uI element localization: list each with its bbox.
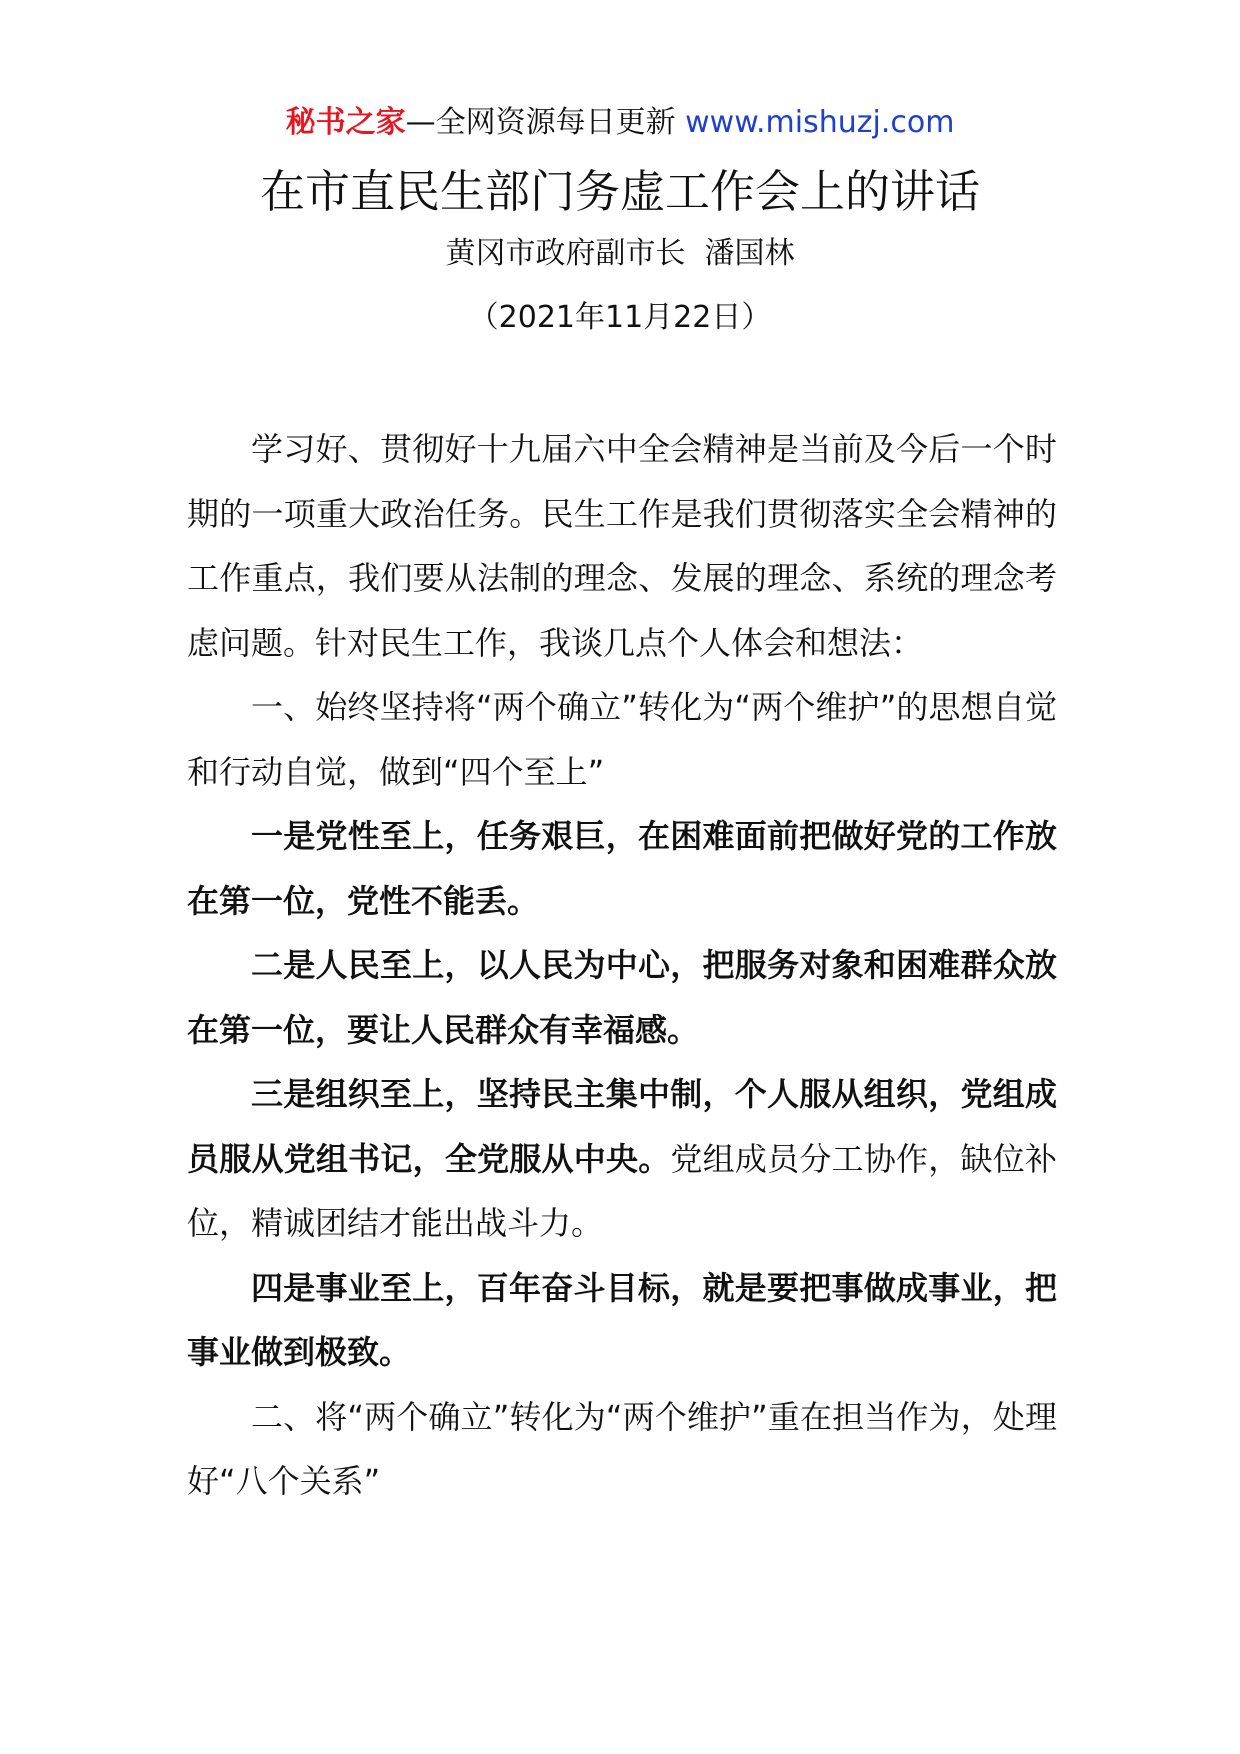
section-heading-text: 二、将“两个确立”转化为“两个维护”重在担当作为，处理好“八个关系” (187, 1397, 1057, 1500)
point-bold-text: 四是事业至上，百年奋斗目标，就是要把事做成事业，把事业做到极致。 (187, 1268, 1057, 1371)
point-career (187, 1256, 1057, 1385)
document-date: （2021年11月22日） (468, 300, 772, 335)
section-heading-2 (187, 1385, 1057, 1514)
document-body (187, 417, 1057, 1514)
point-bold-text: 三是组织至上，坚持民主集中制，个人服从组织，党组成员服从党组书记，全党服从中央。 (187, 1075, 1057, 1178)
point-people (187, 933, 1057, 1062)
section-heading-text: 一、始终坚持将“两个确立”转化为“两个维护”的思想自觉和行动自觉，做到“四个至上” (187, 688, 1057, 791)
point-regular-text: 党组成员分工协作，缺位补位，精诚团结才能出战斗力。 (187, 1139, 1057, 1242)
point-bold-text: 二是人民至上，以人民为中心，把服务对象和困难群众放在第一位，要让人民群众有幸福感。 (187, 946, 1057, 1049)
site-tagline: —全网资源每日更新 (405, 105, 686, 140)
site-url[interactable]: www.mishuzj.com (685, 105, 955, 140)
document-title: 在市直民生部门务虚工作会上的讲话 (259, 165, 980, 218)
document-author: 黄冈市政府副市长 潘国林 (445, 236, 795, 271)
section-heading-1 (187, 675, 1057, 804)
paragraph-text: 学习好、贯彻好十九届六中全会精神是当前及今后一个时期的一项重大政治任务。民生工作是我们贯彻落实全会精神的工作重点，我们要从法制的理念、发展的理念、系统的理念考虑问题。针对民生工作，我谈几点个人体会和想法： (187, 430, 1057, 662)
site-brand: 秘书之家 (285, 105, 406, 140)
point-bold-text: 一是党性至上，任务艰巨，在困难面前把做好党的工作放在第一位，党性不能丢。 (187, 817, 1057, 920)
point-party-spirit (187, 804, 1057, 933)
paragraph-intro (187, 417, 1057, 675)
site-header (0, 102, 1240, 144)
point-organization (187, 1062, 1057, 1256)
